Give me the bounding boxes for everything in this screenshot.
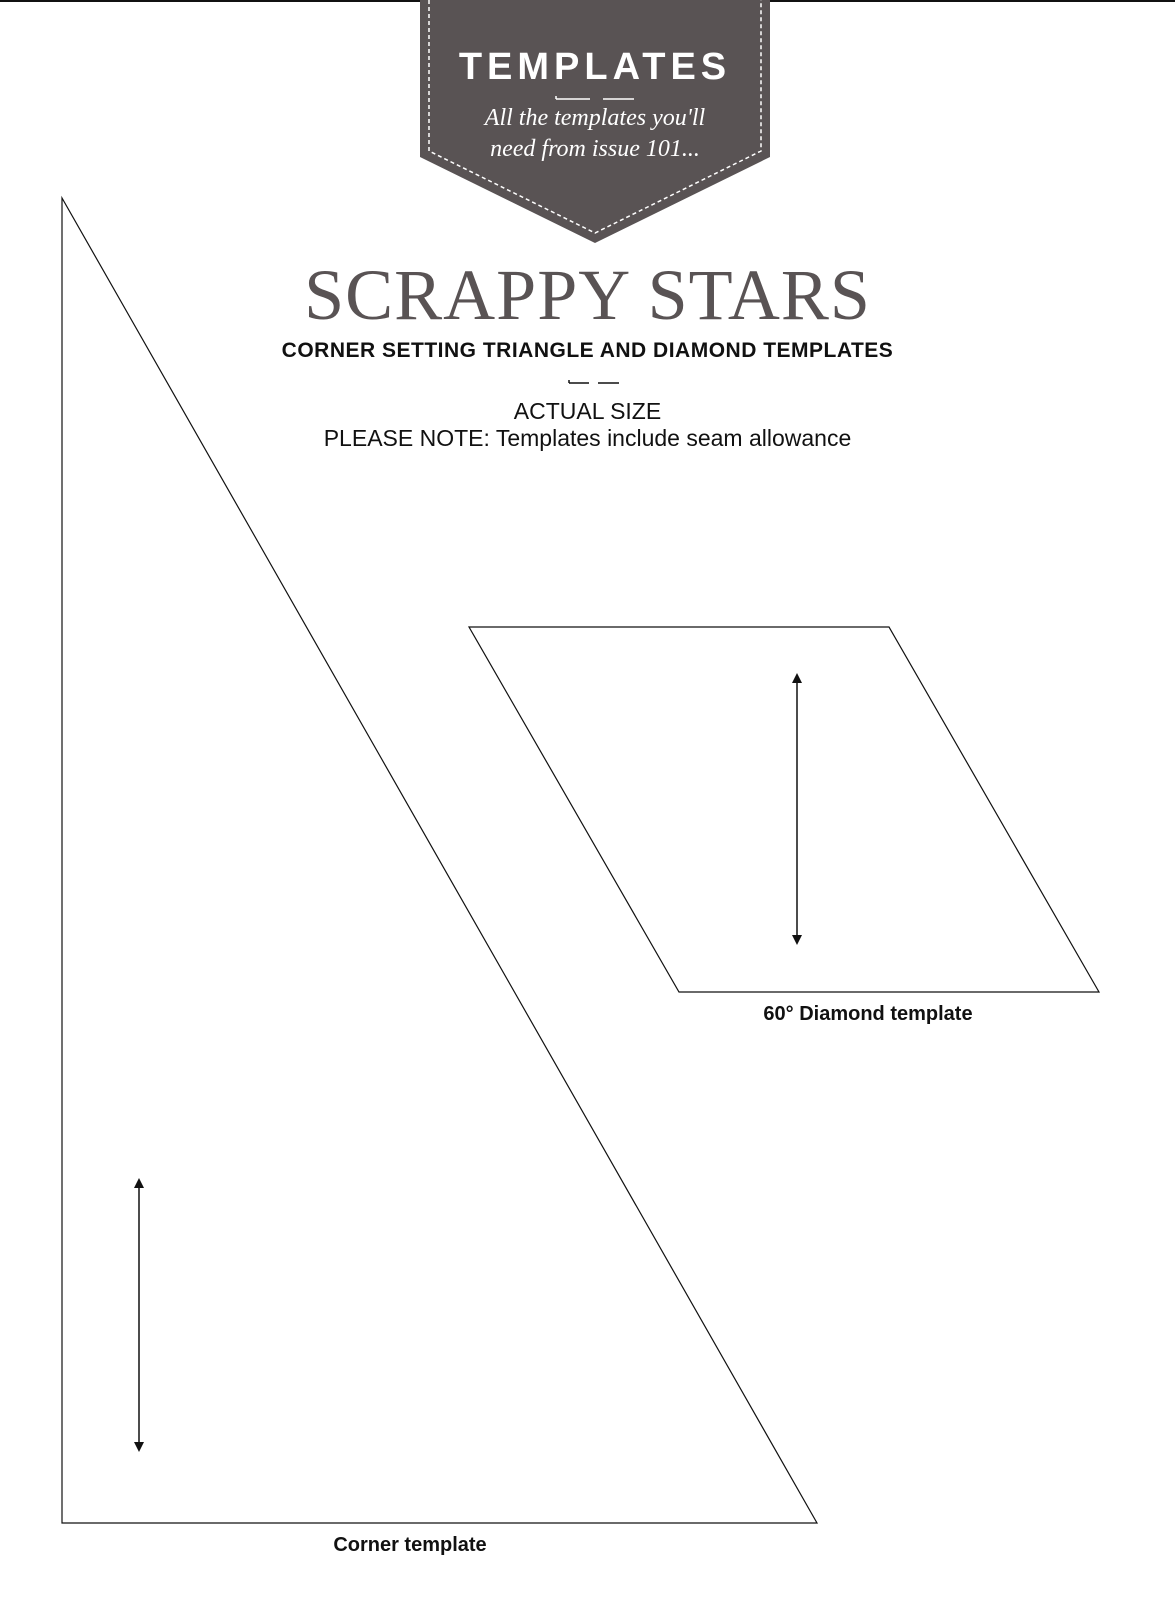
page-title: SCRAPPY STARS xyxy=(304,255,871,335)
seam-allowance-note: PLEASE NOTE: Templates include seam allowance xyxy=(323,425,852,451)
banner-tagline: All the templates you'll need from issue 101... xyxy=(484,105,706,162)
diamond-template xyxy=(469,627,1099,992)
corner-template-label: Corner template xyxy=(333,1534,487,1556)
banner-title: TEMPLATES xyxy=(458,46,732,88)
actual-size-note: ACTUAL SIZE xyxy=(513,398,662,424)
corner-triangle-template xyxy=(62,198,817,1523)
diamond-template-label: 60° Diamond template xyxy=(763,1003,973,1025)
page-subtitle: CORNER SETTING TRIANGLE AND DIAMOND TEMPLATES xyxy=(281,339,894,362)
